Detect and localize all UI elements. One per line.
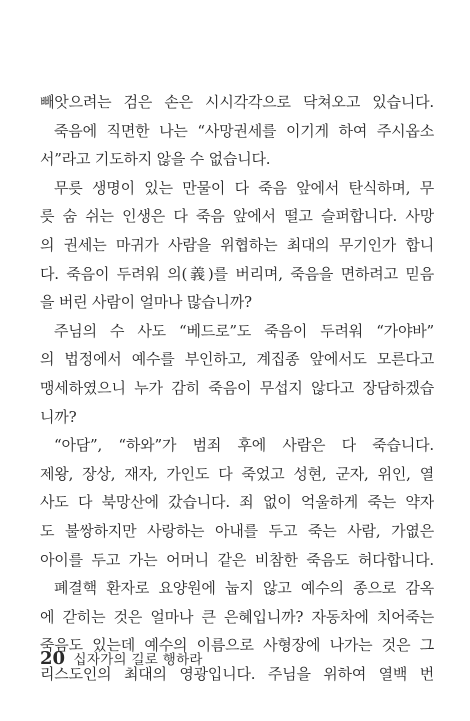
text-line: 주님의 수 사도 “베드로”도 죽음이 두려워 “가야바”: [54, 321, 434, 340]
text-line: 서”라고 기도하지 않을 수 없습니다.: [40, 150, 271, 169]
text-line: 을 버린 사람이 얼마나 많습니까?: [40, 293, 252, 312]
text-line: “아담”, “하와”가 범죄 후에 사람은 다 죽습니다.: [54, 436, 434, 455]
text-line: 니까?: [40, 407, 77, 426]
text-line: 죽음에 직면한 나는 “사망권세를 이기게 하여 주시옵소: [54, 121, 434, 140]
text-line: 제왕, 장상, 재자, 가인도 다 죽었고 성현, 군자, 위인, 열: [40, 464, 434, 483]
text-line: 의 권세는 마귀가 사람을 위협하는 최대의 무기인가 합니: [40, 235, 434, 254]
text-line: 사도 다 북망산에 갔습니다. 죄 없이 억울하게 죽는 약자: [40, 493, 434, 512]
page-footer: [40, 648, 203, 670]
text-line: 의 법정에서 예수를 부인하고, 계집종 앞에서도 모른다고: [40, 350, 434, 369]
text-line: 에 갇히는 것은 얼마나 큰 은혜입니까? 자동차에 치어죽는: [40, 607, 434, 626]
text-line: 아이를 두고 가는 어머니 같은 비참한 죽음도 허다합니다.: [40, 550, 434, 569]
text-line: 폐결핵 환자로 요양원에 눕지 않고 예수의 종으로 감옥: [54, 579, 434, 598]
page-number: 20: [40, 648, 66, 669]
text-line: 도 불쌍하지만 사랑하는 아내를 두고 죽는 사람, 가엾은: [40, 521, 434, 540]
text-line: 죽음도 있는데 예수의 이름으로 사형장에 나가는 것은 그: [40, 636, 434, 655]
text-line: 리스도인의 최대의 영광입니다. 주님을 위하여 열백 번: [40, 664, 434, 683]
text-line: 빼앗으려는 검은 손은 시시각각으로 닥쳐오고 있습니다.: [40, 93, 434, 111]
text-line: 다. 죽음이 두려워 의(義)를 버리며, 죽음을 면하려고 믿음: [40, 264, 434, 283]
running-title: 십자가의 길로 행하라: [73, 652, 203, 668]
text-line: 릇 숨 쉬는 인생은 다 죽음 앞에서 떨고 슬퍼합니다. 사망: [40, 207, 434, 226]
text-line: 맹세하였으니 누가 감히 죽음이 무섭지 않다고 장담하겠습: [40, 378, 434, 397]
text-line: 무릇 생명이 있는 만물이 다 죽음 앞에서 탄식하며, 무: [54, 178, 434, 197]
body-text: [40, 88, 434, 688]
